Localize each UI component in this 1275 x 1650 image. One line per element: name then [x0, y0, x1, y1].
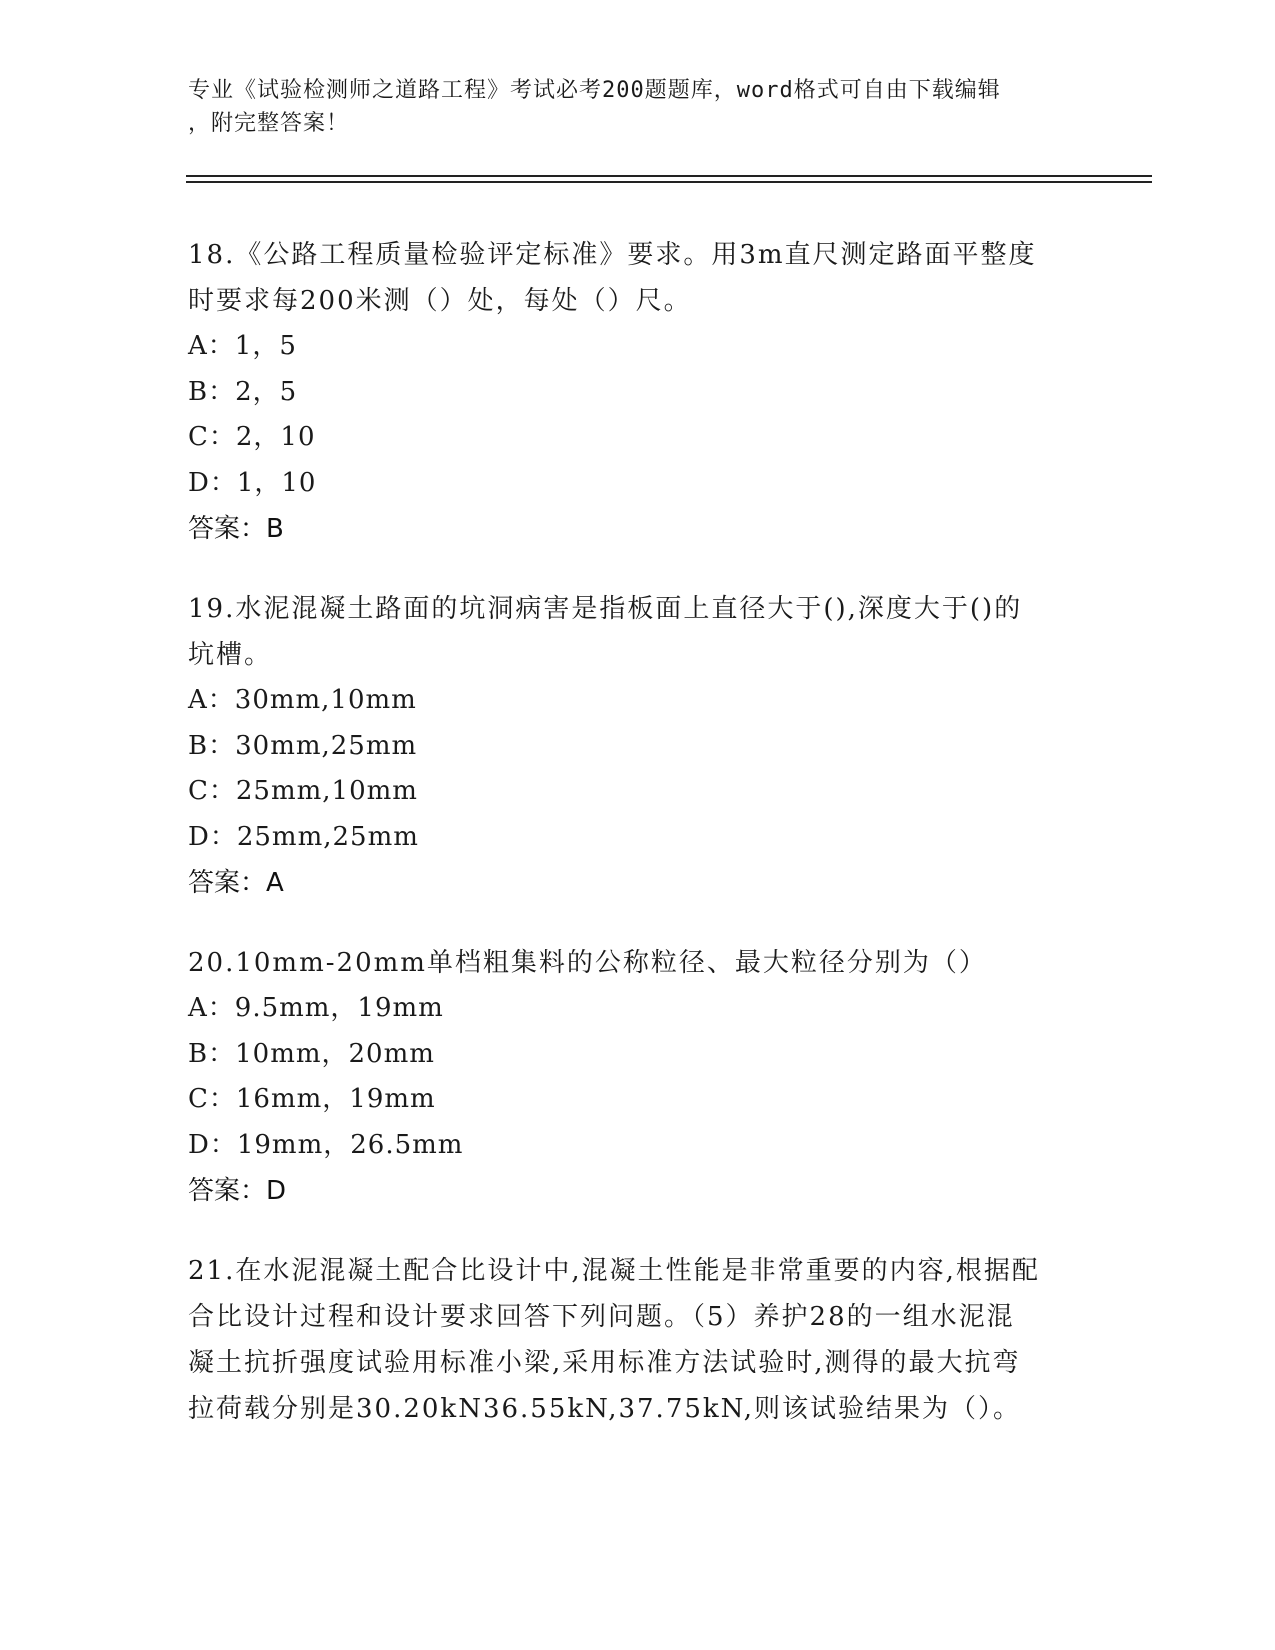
option-a: A：9.5mm，19mm	[188, 993, 444, 1023]
option-c: C：2，10	[188, 422, 316, 452]
header-divider-top	[186, 175, 1152, 177]
option-d: D：1，10	[188, 467, 317, 498]
question-text: 20.10mm-20mm单档粗集料的公称粒径、最大粒径分别为（）	[188, 948, 987, 978]
answer-line: 答案：B	[188, 514, 284, 544]
question-20	[188, 940, 1088, 1214]
option-b: B：10mm，20mm	[188, 1038, 435, 1069]
header-title-line-2: ，附完整答案！	[188, 111, 350, 136]
question-19	[188, 586, 1088, 906]
document-header	[188, 74, 1068, 140]
question-text: 21.在水泥混凝土配合比设计中,混凝土性能是非常重要的内容,根据配 合比设计过程和设计要求回答下列问题。（5）养护28的一组水泥混 凝土抗折强度试验用标准小梁,采用标准方法试验时,测得的最大抗弯 拉荷载分别是30.20kN36.55kN,37.75kN,则该试验结果为（）。	[188, 1256, 1040, 1424]
option-d: D：25mm,25mm	[188, 821, 419, 852]
option-d: D：19mm，26.5mm	[188, 1129, 464, 1160]
option-b: B：30mm,25mm	[188, 730, 418, 761]
answer-line: 答案：A	[188, 868, 284, 898]
question-18	[188, 232, 1088, 552]
question-text: 19.水泥混凝土路面的坑洞病害是指板面上直径大于(),深度大于()的 坑槽。	[188, 594, 1023, 670]
question-list	[188, 232, 1088, 1466]
answer-line: 答案：D	[188, 1176, 287, 1206]
option-a: A：30mm,10mm	[188, 685, 417, 715]
option-c: C：16mm，19mm	[188, 1084, 436, 1114]
option-a: A：1，5	[188, 331, 297, 361]
option-b: B：2，5	[188, 376, 298, 407]
header-divider-bottom	[186, 181, 1152, 183]
option-c: C：25mm,10mm	[188, 776, 418, 806]
question-21	[188, 1248, 1088, 1432]
header-title-line-1: 专业《试验检测师之道路工程》考试必考200题题库，word格式可自由下载编辑	[188, 78, 1001, 103]
question-text: 18.《公路工程质量检验评定标准》要求。用3m直尺测定路面平整度 时要求每200米测（）处，每处（）尺。	[188, 240, 1037, 316]
